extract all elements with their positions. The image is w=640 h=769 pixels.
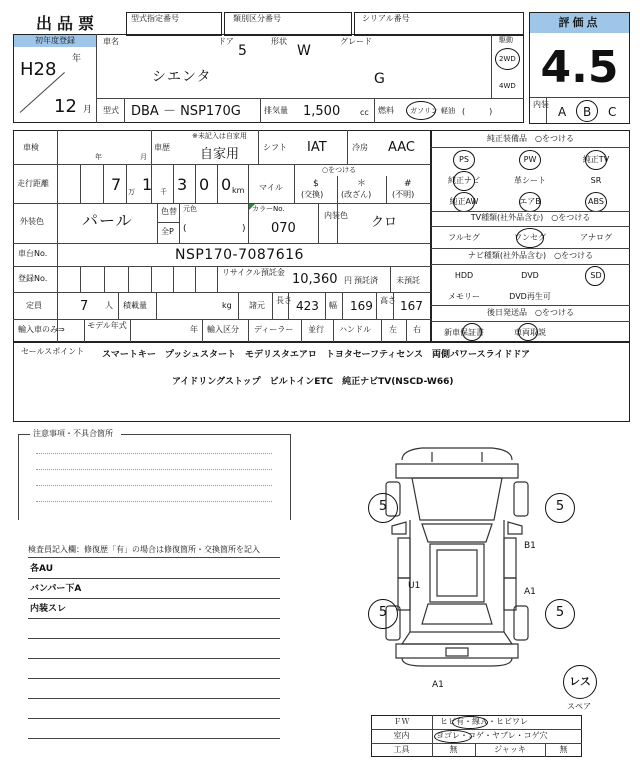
swap-mark: $ xyxy=(313,179,319,189)
serial-label: シリアル番号 xyxy=(362,14,410,23)
model-year-label: モデル年式 xyxy=(87,321,127,330)
recycle-value: 10,360 xyxy=(292,272,338,287)
import-label: 輸入車のみ⇒ xyxy=(18,325,65,334)
recycle-unit: 円 xyxy=(344,276,352,285)
inspection-year-unit: 年 xyxy=(95,153,102,161)
shift-value: IAT xyxy=(307,140,327,155)
interior-label: 内装 xyxy=(533,100,549,109)
tv-oneseg-circle xyxy=(516,228,544,248)
grade-value: G xyxy=(374,71,385,87)
mileage-digit-3: 3 xyxy=(177,175,188,194)
notes-label: 注意事項・不具合箇所 xyxy=(33,429,113,438)
history-label: 車歴 xyxy=(154,143,170,152)
displacement-value: 1,500 xyxy=(303,104,341,119)
equip-ps-circle xyxy=(453,150,475,170)
first-reg-label: 初年度登録 xyxy=(35,36,75,45)
fw-circle xyxy=(452,716,488,729)
score-value: 4.5 xyxy=(540,42,619,93)
car-name-label: 車名 xyxy=(103,37,119,46)
equip-genuine-aw: 純正AW xyxy=(449,197,479,206)
navi-sd: SD xyxy=(590,271,602,280)
tools-label: 工具 xyxy=(393,745,410,754)
import-class-label: 輸入区分 xyxy=(207,325,239,334)
spare-label: スペア xyxy=(567,702,591,711)
reg-month: 12 xyxy=(54,96,77,117)
drive-4wd: 4WD xyxy=(499,82,516,90)
equip-genuine-navi: 純正ナビ xyxy=(448,176,480,185)
history-value: 自家用 xyxy=(200,147,240,162)
load-label: 積載量 xyxy=(123,301,147,310)
sales-point-label: セールスポイント xyxy=(21,347,85,356)
drive-label: 駆動 xyxy=(499,36,513,44)
recycle-label: リサイクル預託金 xyxy=(222,268,285,277)
tire-front-left: 5 xyxy=(378,499,388,514)
original-color-label: 元色 xyxy=(183,205,197,213)
doors-label: ドア xyxy=(218,37,234,46)
inspection-label: 車検 xyxy=(23,143,39,152)
tamper-mark: ＊ xyxy=(357,179,367,189)
car-diagram xyxy=(362,438,552,668)
grade-label: グレード xyxy=(340,37,372,46)
fuel-circle xyxy=(406,101,436,120)
model-value: DBA － NSP170G xyxy=(131,104,241,119)
class-no-label: 類別区分番号 xyxy=(233,14,281,23)
mileage-digit-4: 0 xyxy=(199,175,210,194)
tire-front-right: 5 xyxy=(555,499,565,514)
navi-memory: メモリー xyxy=(448,292,480,301)
interior-grade-a: A xyxy=(558,105,567,119)
equip-airbag: エアB xyxy=(519,197,541,206)
doors-value: 5 xyxy=(238,43,247,59)
shape-value: W xyxy=(297,43,311,59)
mileage-digit-1: 7 xyxy=(111,175,122,194)
after-warranty-circle xyxy=(462,323,482,341)
mileage-sen: 千 xyxy=(160,188,167,196)
interior-color-label: 内装色 xyxy=(324,211,348,220)
inspection-month-unit: 月 xyxy=(140,153,147,161)
jack-label: ジャッキ xyxy=(494,745,526,754)
drive-2wd-circle xyxy=(495,48,520,70)
displacement-unit: cc xyxy=(360,108,369,117)
type-no-label: 型式指定番号 xyxy=(131,14,179,23)
equip-pw: PW xyxy=(523,155,537,164)
navi-hdd: HDD xyxy=(454,271,474,280)
after-manual: 車両取説 xyxy=(514,328,546,337)
jack-value: 無 xyxy=(559,745,568,754)
navi-sd-circle xyxy=(585,266,605,286)
car-name: シエンタ xyxy=(152,69,212,85)
note-line-2: バンパー下A xyxy=(30,584,82,594)
navi-dvd: DVD xyxy=(521,271,539,280)
equip-tv-circle xyxy=(585,150,607,170)
load-unit: kg xyxy=(222,301,232,310)
width-label: 幅 xyxy=(329,301,337,310)
reg-year: H28 xyxy=(20,59,57,80)
equip-genuine-tv: 純正TV xyxy=(582,155,610,164)
model-label: 型式 xyxy=(103,106,119,115)
navi-dvd-play: DVD再生可 xyxy=(509,292,551,301)
interior-grade-c: C xyxy=(608,105,617,119)
ac-label: 冷房 xyxy=(352,143,368,152)
capacity-unit: 人 xyxy=(105,301,113,310)
color-no-value: 070 xyxy=(271,221,296,236)
unknown-mark: # xyxy=(404,179,412,189)
tv-header: TV種類(社外品含む) ○をつける xyxy=(470,213,591,222)
swap-text: (交換) xyxy=(301,190,324,199)
fw-label: ＦＷ xyxy=(393,717,410,726)
mark-u1: U1 xyxy=(408,581,421,591)
unknown-text: (不明) xyxy=(392,190,415,199)
left-label: 左 xyxy=(389,325,397,334)
chassis-label: 車台No. xyxy=(18,249,48,258)
deposited-label: 預託済 xyxy=(354,276,378,285)
tv-oneseg: ワンセグ xyxy=(514,233,546,242)
equip-pw-circle xyxy=(519,150,541,170)
right-label: 右 xyxy=(413,325,421,334)
height-label: 高さ xyxy=(380,296,396,305)
equip-leather: 革シート xyxy=(514,176,546,185)
tamper-text: (改ざん) xyxy=(341,190,372,199)
mileage-digit-2: 1 xyxy=(142,175,153,194)
shift-label: シフト xyxy=(263,143,287,152)
tire-rear-right: 5 xyxy=(555,605,565,620)
model-year-unit: 年 xyxy=(190,325,198,334)
equip-ps: PS xyxy=(459,155,469,164)
grade-b-circle xyxy=(576,100,598,122)
not-deposited-label: 未預託 xyxy=(396,276,420,285)
capacity-label: 定員 xyxy=(26,301,42,310)
fuel-value: ガソリン xyxy=(410,107,438,115)
equip-aw-circle xyxy=(453,192,475,212)
history-note: ※未記入は自家用 xyxy=(192,132,247,140)
length-value: 423 xyxy=(296,299,319,313)
equip-navi-circle xyxy=(453,171,475,191)
length-label: 長さ xyxy=(276,296,292,305)
chassis-value: NSP170-7087616 xyxy=(175,247,304,263)
reg-no-label: 登録No. xyxy=(18,274,48,283)
exterior-value: パール xyxy=(82,211,133,230)
color-no-label: カラーNo. xyxy=(252,205,285,213)
after-warranty: 新車保証書 xyxy=(444,328,484,337)
room-label: 室内 xyxy=(393,731,410,740)
equip-sr: SR xyxy=(590,176,602,185)
room-value: ヨゴレ・コゲ・ヤブレ・コゲ穴 xyxy=(436,731,548,740)
allp-label: 全P xyxy=(161,227,174,236)
color-change-label: 色替 xyxy=(161,207,177,216)
inspector-label: 検査員記入欄：修復歴「有」の場合は修復箇所・交換箇所を記入 xyxy=(28,545,260,554)
score-label: 評価点 xyxy=(558,16,601,29)
fuel-label: 燃料 xyxy=(378,106,394,115)
drive-2wd: 2WD xyxy=(499,55,516,63)
interior-color-value: クロ xyxy=(371,215,398,230)
dealer-label: ディーラー xyxy=(254,325,294,334)
mark-a1-rear: A1 xyxy=(432,680,444,690)
equip-abs-circle xyxy=(585,192,607,212)
light-oil-paren: ( ) xyxy=(462,107,493,116)
shape-label: 形状 xyxy=(271,37,287,46)
parallel-label: 並行 xyxy=(308,325,324,334)
handle-label: ハンドル xyxy=(339,325,371,334)
capacity-value: 7 xyxy=(80,299,89,314)
ac-value: AAC xyxy=(388,140,415,155)
mark-b1: B1 xyxy=(524,541,536,551)
tv-fullseg: フルセグ xyxy=(448,233,480,242)
exterior-label: 外装色 xyxy=(20,217,44,226)
mile-label: マイル xyxy=(259,183,283,192)
equip-airbag-circle xyxy=(519,192,541,212)
navi-header: ナビ種類(社外品含む) ○をつける xyxy=(467,251,594,260)
light-oil-label: 軽油 xyxy=(441,107,455,115)
interior-grade-b: B xyxy=(583,105,592,119)
sales-point-line2: アイドリングストップ ビルトインETC 純正ナビTV(NSCD-W66) xyxy=(172,377,454,387)
height-value: 167 xyxy=(400,299,423,313)
note-line-1: 各AU xyxy=(30,564,53,574)
equip-abs: ABS xyxy=(588,197,604,206)
note-line-3: 内装スレ xyxy=(30,604,67,614)
sales-point-line1: スマートキー プッシュスタート モデリスタエアロ トヨタセーフティセンス 両側パワースライドドア xyxy=(102,350,531,360)
mark-a1-right: A1 xyxy=(524,587,536,597)
mileage-km: km xyxy=(232,186,245,195)
room-circle xyxy=(434,730,472,743)
width-value: 169 xyxy=(350,299,373,313)
reg-year-unit: 年 xyxy=(72,54,82,64)
mark-note: ○をつける xyxy=(322,166,357,174)
mileage-label: 走行距離 xyxy=(17,179,49,188)
displacement-label: 排気量 xyxy=(264,106,288,115)
mileage-man: 万 xyxy=(128,188,135,196)
spare-value: レス xyxy=(569,675,591,688)
mileage-digit-5: 0 xyxy=(221,175,232,194)
after-header: 後日発送品 ○をつける xyxy=(487,308,574,317)
tire-rear-left: 5 xyxy=(378,605,388,620)
after-manual-circle xyxy=(518,323,538,341)
reg-month-unit: 月 xyxy=(83,105,93,115)
tools-value: 無 xyxy=(449,745,458,754)
sheet-title: 出品票 xyxy=(36,14,100,33)
dims-label: 諸元 xyxy=(249,301,265,310)
genuine-header: 純正装備品 ○をつける xyxy=(487,134,574,143)
tv-analog: アナログ xyxy=(580,233,612,242)
fw-value: ヒビ有・線Ａ・ヒビワレ xyxy=(440,717,528,726)
